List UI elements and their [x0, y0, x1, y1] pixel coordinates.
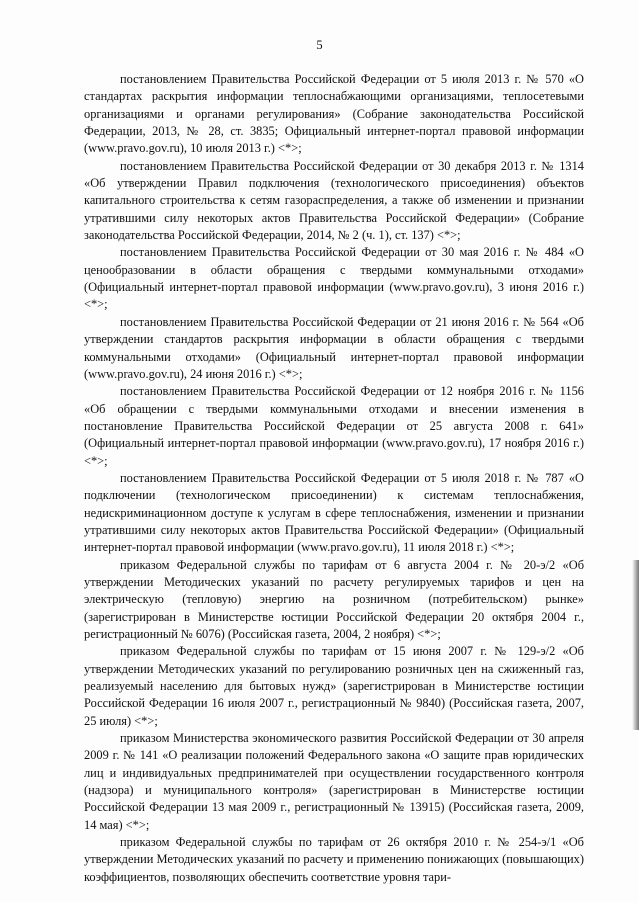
paragraph: постановлением Правительства Российской Федерации от 30 декабря 2013 г. № 1314 «Об утверждении Правил подключения (технологического присоединения) объектов капитального строительства к сетям газораспределения, а также об изменении и признании утратившими силу некоторых актов Правительства Российской Федерации» (Собрание законодательства Российской Федерации, 2014, № 2 (ч. 1), ст. 137) <*>;	[84, 158, 584, 243]
page-number: 5	[316, 38, 323, 52]
scan-edge-shadow	[632, 560, 639, 730]
paragraph: приказом Федеральной службы по тарифам от 6 августа 2004 г. № 20-э/2 «Об утверждении Методических указаний по расчету регулируемых тарифов и цен на электрическую (тепловую) энергию на розничном (потребительском) рынке» (зарегистрирован в Министерстве юстиции Российской Федерации 20 октября 2004 г., регистрационный № 6076) (Российская газета, 2004, 2 ноября) <*>;	[84, 557, 584, 641]
paragraph: постановлением Правительства Российской Федерации от 12 ноября 2016 г. № 1156 «Об обращении с твердыми коммунальными отходами и внесении изменения в постановление Правительства Российской Федерации от 25 августа 2008 г. 641» (Официальный интернет-портал правовой информации (www.pravo.gov.ru), 17 ноября 2016 г.) <*>;	[84, 384, 584, 468]
paragraph: постановлением Правительства Российской Федерации от 5 июля 2018 г. № 787 «О подключении (технологическом присоединении) к системам теплоснабжения, недискриминационном доступе к услугам в сфере теплоснабжения, изменении и признании утратившими силу некоторых актов Правительства Российской Федерации» (Официальный интернет-портал правовой информации (www.pravo.gov.ru), 11 июля 2018 г.) <*>;	[84, 470, 584, 555]
paragraph: постановлением Правительства Российской Федерации от 5 июля 2013 г. № 570 «О стандартах раскрытия информации теплоснабжающими организациями, теплосетевыми организациями и органами регулирования» (Собрание законодательства Российской Федерации, 2013, № 28, ст. 3835; Официальный интернет-портал правовой информации (www.pravo.gov.ru), 10 июля 2013 г.) <*>;	[84, 72, 584, 156]
paragraph: приказом Федеральной службы по тарифам от 15 июня 2007 г. № 129-э/2 «Об утверждении Методических указаний по регулированию розничных цен на сжиженный газ, реализуемый населению для бытовых нужд» (зарегистрирован в Министерстве юстиции Российской Федерации 16 июля 2007 г., регистрационный № 9840) (Российская газета, 2007, 25 июля) <*>;	[84, 644, 584, 728]
paragraph: постановлением Правительства Российской Федерации от 30 мая 2016 г. № 484 «О ценообразовании в области обращения с твердыми коммунальными отходами» (Официальный интернет-портал правовой информации (www.pravo.gov.ru), 3 июня 2016 г.) <*>;	[84, 245, 584, 312]
paragraph: приказом Федеральной службы по тарифам от 26 октября 2010 г. № 254-э/1 «Об утверждении Методических указаний по расчету и применению понижающих (повышающих) коэффициентов, позволяющих обеспечить соответствие уровня тари-	[84, 835, 584, 884]
paragraph: постановлением Правительства Российской Федерации от 21 июня 2016 г. № 564 «Об утверждении стандартов раскрытия информации в области обращения с твердыми коммунальными отходами» (Официальный интернет-портал правовой информации (www.pravo.gov.ru), 24 июня 2016 г.) <*>;	[84, 314, 584, 381]
paragraph: приказом Министерства экономического развития Российской Федерации от 30 апреля 2009 г. № 141 «О реализации положений Федерального закона «О защите прав юридических лиц и индивидуальных предпринимателей при осуществлении государственного контроля (надзора) и муниципального контроля» (зарегистрирован в Министерстве юстиции Российской Федерации 13 мая 2009 г., регистрационный № 13915) (Российская газета, 2009, 14 мая) <*>;	[84, 731, 584, 832]
document-body	[84, 71, 584, 886]
